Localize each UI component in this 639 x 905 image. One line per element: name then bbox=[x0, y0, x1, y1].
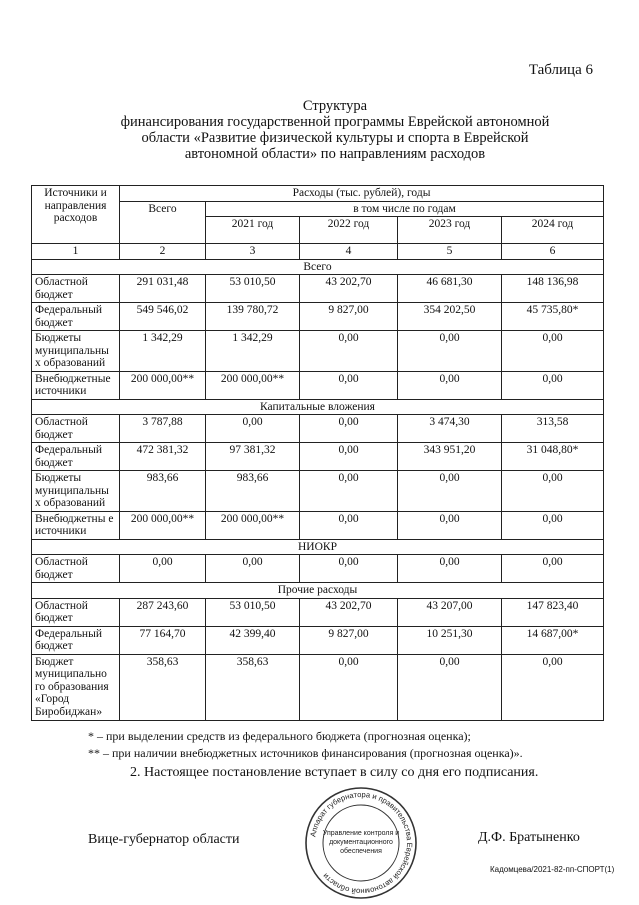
value-cell: 0,00 bbox=[300, 331, 398, 372]
value-cell: 0,00 bbox=[502, 331, 604, 372]
column-number: 1 bbox=[32, 244, 120, 260]
value-cell: 549 546,02 bbox=[120, 303, 206, 331]
table-row bbox=[32, 415, 604, 443]
row-label: Областной бюджет bbox=[32, 415, 120, 443]
document-title bbox=[100, 98, 570, 162]
value-cell: 9 827,00 bbox=[300, 303, 398, 331]
value-cell: 0,00 bbox=[502, 654, 604, 720]
row-label: Областной бюджет bbox=[32, 275, 120, 303]
value-cell: 0,00 bbox=[300, 511, 398, 539]
value-cell: 200 000,00** bbox=[206, 511, 300, 539]
column-number: 4 bbox=[300, 244, 398, 260]
row-label: Бюджеты муниципальны х образований bbox=[32, 471, 120, 512]
value-cell: 0,00 bbox=[300, 443, 398, 471]
table-row bbox=[32, 511, 604, 539]
value-cell: 1 342,29 bbox=[120, 331, 206, 372]
value-cell: 200 000,00** bbox=[206, 371, 300, 399]
value-cell: 0,00 bbox=[398, 471, 502, 512]
footnote-federal: * – при выделении средств из федерального бюджета (прогнозная оценка); bbox=[88, 729, 471, 743]
table-label: Таблица 6 bbox=[528, 62, 593, 78]
row-label: Федеральный бюджет bbox=[32, 443, 120, 471]
row-label: Внебюджетные источники bbox=[32, 371, 120, 399]
value-cell: 0,00 bbox=[398, 555, 502, 583]
table-row bbox=[32, 275, 604, 303]
table-row bbox=[32, 331, 604, 372]
official-stamp bbox=[303, 785, 419, 901]
footnote-extrabudgetary: ** – при наличии внебюджетных источников финансирования (прогнозная оценка)». bbox=[88, 746, 523, 760]
value-cell: 0,00 bbox=[398, 511, 502, 539]
value-cell: 358,63 bbox=[206, 654, 300, 720]
section-header-row bbox=[32, 259, 604, 275]
table-row bbox=[32, 443, 604, 471]
table-row bbox=[32, 654, 604, 720]
value-cell: 0,00 bbox=[206, 415, 300, 443]
value-cell: 53 010,50 bbox=[206, 275, 300, 303]
value-cell: 200 000,00** bbox=[120, 371, 206, 399]
title-line-1: Структура bbox=[302, 98, 368, 114]
value-cell: 0,00 bbox=[300, 471, 398, 512]
value-cell: 97 381,32 bbox=[206, 443, 300, 471]
header-year-2021: 2021 год bbox=[206, 217, 300, 244]
value-cell: 0,00 bbox=[398, 371, 502, 399]
stamp-line-1: Управление контроля и bbox=[322, 830, 400, 837]
value-cell: 358,63 bbox=[120, 654, 206, 720]
value-cell: 343 951,20 bbox=[398, 443, 502, 471]
row-label: Федеральный бюджет bbox=[32, 626, 120, 654]
table-row bbox=[32, 598, 604, 626]
stamp-outer-text: Аппарат губернатора и правительства Еврейской автономной области bbox=[308, 789, 415, 897]
value-cell: 43 202,70 bbox=[300, 598, 398, 626]
value-cell: 291 031,48 bbox=[120, 275, 206, 303]
value-cell: 0,00 bbox=[398, 331, 502, 372]
table-row bbox=[32, 303, 604, 331]
signatory-position: Вице-губернатор области bbox=[88, 832, 240, 847]
value-cell: 287 243,60 bbox=[120, 598, 206, 626]
value-cell: 200 000,00** bbox=[120, 511, 206, 539]
header-year-2024: 2024 год bbox=[502, 217, 604, 244]
column-number: 5 bbox=[398, 244, 502, 260]
value-cell: 0,00 bbox=[300, 415, 398, 443]
header-source: Источники и направления расходов bbox=[32, 186, 120, 244]
financing-table bbox=[31, 185, 604, 721]
value-cell: 10 251,30 bbox=[398, 626, 502, 654]
value-cell: 0,00 bbox=[502, 555, 604, 583]
section-header-row bbox=[32, 399, 604, 415]
table-row bbox=[32, 555, 604, 583]
stamp-line-2: документационного bbox=[329, 839, 393, 846]
section-title: Капитальные вложения bbox=[32, 399, 604, 415]
value-cell: 0,00 bbox=[120, 555, 206, 583]
column-number: 2 bbox=[120, 244, 206, 260]
value-cell: 0,00 bbox=[300, 371, 398, 399]
value-cell: 0,00 bbox=[300, 654, 398, 720]
value-cell: 53 010,50 bbox=[206, 598, 300, 626]
value-cell: 0,00 bbox=[300, 555, 398, 583]
section-header-row bbox=[32, 583, 604, 599]
value-cell: 14 687,00* bbox=[502, 626, 604, 654]
value-cell: 0,00 bbox=[502, 371, 604, 399]
value-cell: 983,66 bbox=[206, 471, 300, 512]
value-cell: 9 827,00 bbox=[300, 626, 398, 654]
value-cell: 983,66 bbox=[120, 471, 206, 512]
row-label: Внебюджетны е источники bbox=[32, 511, 120, 539]
value-cell: 31 048,80* bbox=[502, 443, 604, 471]
section-title: Всего bbox=[32, 259, 604, 275]
row-label: Бюджеты муниципальны х образований bbox=[32, 331, 120, 372]
value-cell: 43 202,70 bbox=[300, 275, 398, 303]
row-label: Федеральный бюджет bbox=[32, 303, 120, 331]
value-cell: 45 735,80* bbox=[502, 303, 604, 331]
value-cell: 147 823,40 bbox=[502, 598, 604, 626]
section-header-row bbox=[32, 539, 604, 555]
value-cell: 43 207,00 bbox=[398, 598, 502, 626]
row-label: Областной бюджет bbox=[32, 598, 120, 626]
header-year-2022: 2022 год bbox=[300, 217, 398, 244]
value-cell: 3 474,30 bbox=[398, 415, 502, 443]
title-line-2: финансирования государственной программы Еврейской автономной bbox=[120, 114, 550, 130]
value-cell: 42 399,40 bbox=[206, 626, 300, 654]
header-total: Всего bbox=[120, 201, 206, 244]
header-by-years: в том числе по годам bbox=[206, 201, 604, 217]
value-cell: 354 202,50 bbox=[398, 303, 502, 331]
title-line-4: автономной области» по направлениям расходов bbox=[184, 146, 486, 162]
value-cell: 46 681,30 bbox=[398, 275, 502, 303]
enactment-clause: 2. Настоящее постановление вступает в силу со дня его подписания. bbox=[130, 765, 539, 780]
value-cell: 1 342,29 bbox=[206, 331, 300, 372]
table-row bbox=[32, 626, 604, 654]
value-cell: 0,00 bbox=[502, 471, 604, 512]
section-title: Прочие расходы bbox=[32, 583, 604, 599]
value-cell: 472 381,32 bbox=[120, 443, 206, 471]
stamp-line-3: обеспечения bbox=[340, 848, 382, 855]
value-cell: 0,00 bbox=[206, 555, 300, 583]
section-title: НИОКР bbox=[32, 539, 604, 555]
table-row bbox=[32, 471, 604, 512]
column-number: 3 bbox=[206, 244, 300, 260]
table-row bbox=[32, 371, 604, 399]
title-line-3: области «Развитие физической культуры и спорта в Еврейской bbox=[141, 130, 529, 146]
value-cell: 313,58 bbox=[502, 415, 604, 443]
value-cell: 0,00 bbox=[502, 511, 604, 539]
value-cell: 77 164,70 bbox=[120, 626, 206, 654]
row-label: Областной бюджет bbox=[32, 555, 120, 583]
header-year-2023: 2023 год bbox=[398, 217, 502, 244]
table-body bbox=[32, 186, 604, 721]
row-label: Бюджет муниципально го образования «Город Биробиджан» bbox=[32, 654, 120, 720]
value-cell: 0,00 bbox=[398, 654, 502, 720]
column-number: 6 bbox=[502, 244, 604, 260]
footnotes bbox=[88, 728, 523, 762]
value-cell: 148 136,98 bbox=[502, 275, 604, 303]
header-expenses: Расходы (тыс. рублей), годы bbox=[120, 186, 604, 202]
value-cell: 139 780,72 bbox=[206, 303, 300, 331]
document-code: Кадомцева/2021-82-пп-СПОРТ(1) bbox=[490, 865, 615, 874]
value-cell: 3 787,88 bbox=[120, 415, 206, 443]
signatory-name: Д.Ф. Братыненко bbox=[478, 830, 580, 845]
